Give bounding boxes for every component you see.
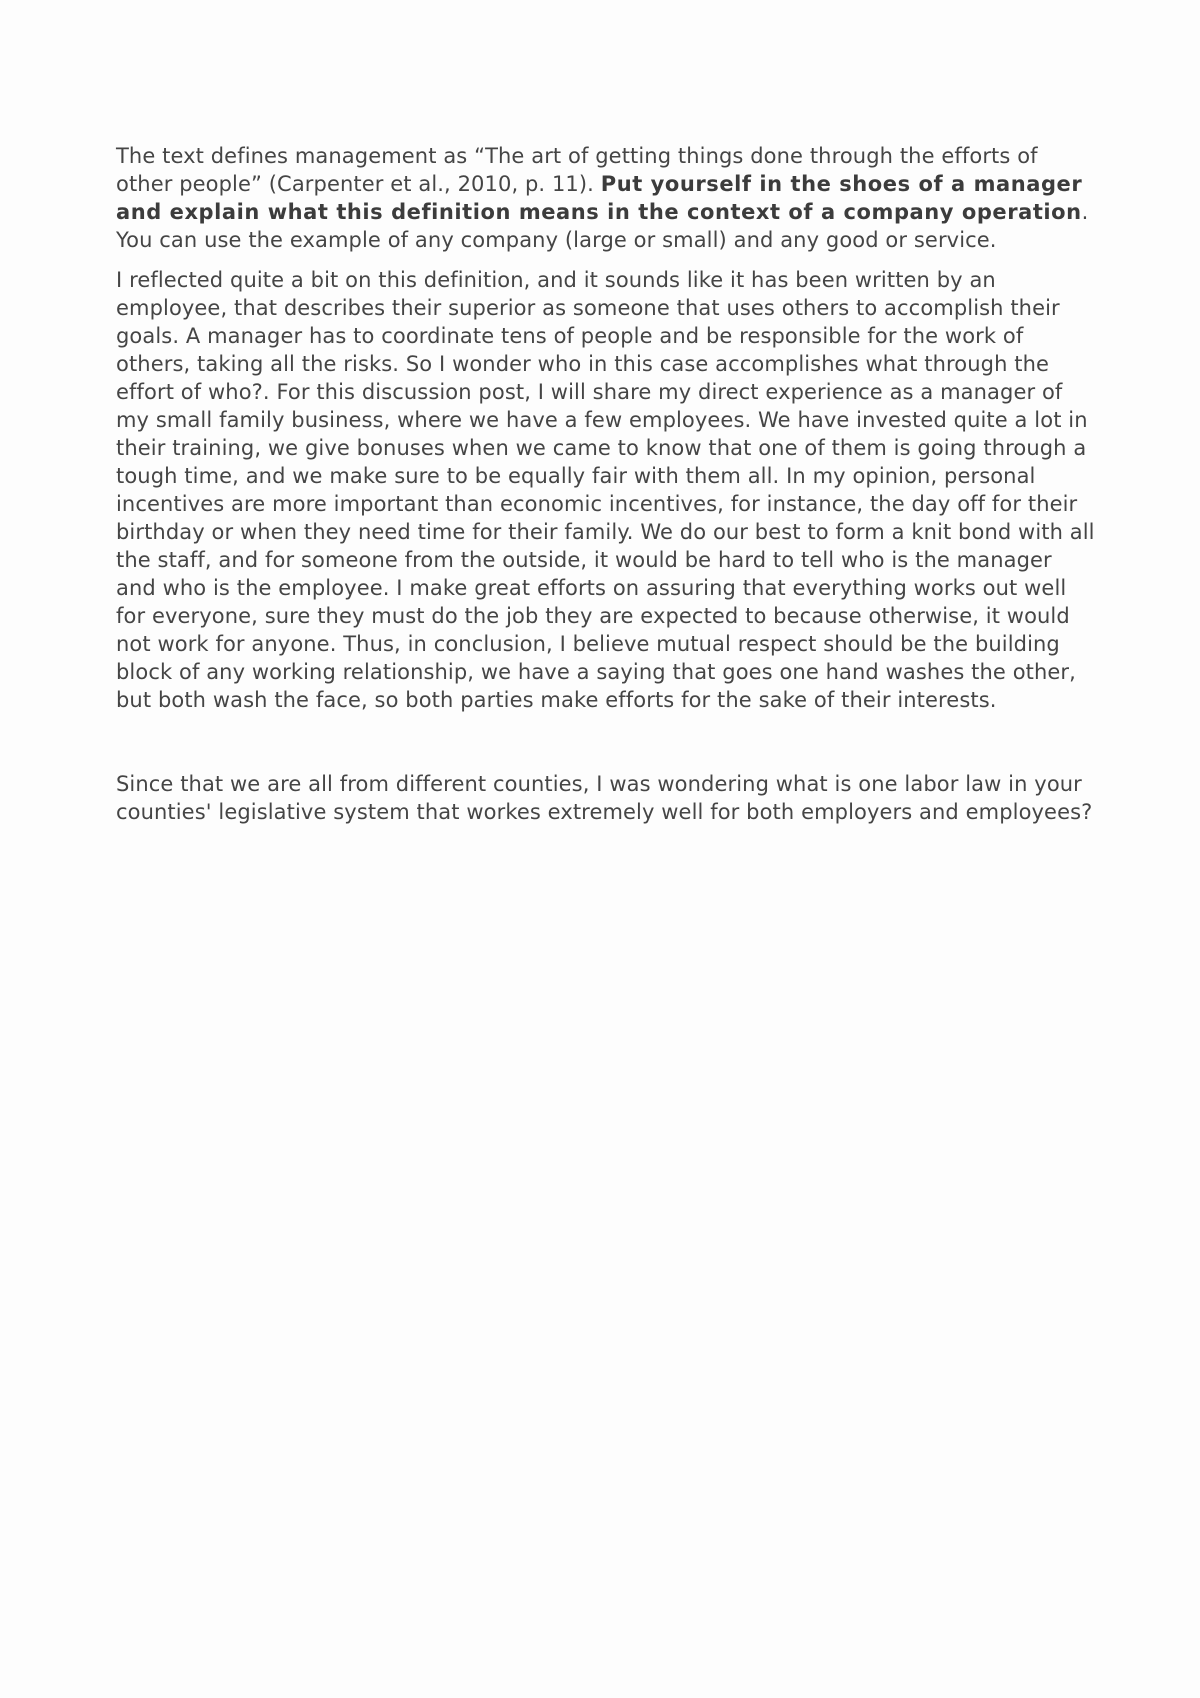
prompt-intro: The text defines management as “The art of getting things done through the efforts of other people” (Carpenter et al., 2010, p. 11). [116, 144, 1038, 196]
discussion-question: Since that we are all from different counties, I was wondering what is one labor law in your counties' legislative system that workes extremely well for both employers and employees? [116, 772, 1093, 824]
assignment-prompt [116, 142, 1096, 254]
discussion-response: I reflected quite a bit on this definition, and it sounds like it has been written by an employee, that describes their superior as someone that uses others to accomplish their goals. A manager has to coordinate tens of people and be responsible for the work of others, taking all the risks. So I wonder who in this case accomplishes what through the effort of who?. For this discussion post, I will share my direct experience as a manager of my small family business, where we have a few employees. We have invested quite a lot in their training, we give bonuses when we came to know that one of them is going through a tough time, and we make sure to be equally fair with them all. In my opinion, personal incentives are more important than economic incentives, for instance, the day off for their birthday or when they need time for their family. We do our best to form a knit bond with all the staff, and for someone from the outside, it would be hard to tell who is the manager and who is the employee. I make great efforts on assuring that everything works out well for everyone, sure they must do the job they are expected to because otherwise, it would not work for anyone. Thus, in conclusion, I believe mutual respect should be the building block of any working relationship, we have a saying that goes one hand washes the other, but both wash the face, so both parties make efforts for the sake of their interests. [116, 268, 1095, 712]
prompt-outro: . You can use the example of any company (large or small) and any good or service. [116, 200, 1089, 252]
prompt-emphasis: Put yourself in the shoes of a manager and explain what this definition means in the context of a company operation [116, 172, 1083, 224]
document-body [116, 142, 1096, 826]
